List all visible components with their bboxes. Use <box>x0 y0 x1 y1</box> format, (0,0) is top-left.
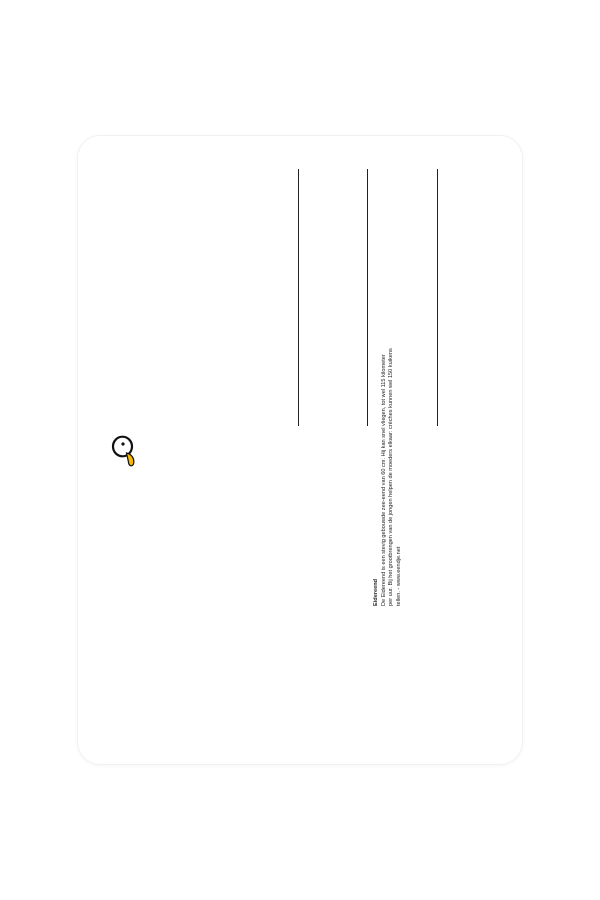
caption-text: De Eidereend is een stevig gebouwde zee-eend van 60 cm. Hij kan snel vliegen, tot wel 115 kilometer per uur. Bij het grootbrengen van de jongen helpen de moeders elkaar: crèches kunnen wel 150 kuikens tellen. - www.eendje.net <box>380 348 402 606</box>
postcard-back <box>78 136 522 764</box>
species-caption <box>373 346 403 606</box>
caption-title: Eidereend <box>373 578 379 606</box>
address-line <box>437 169 438 426</box>
address-line <box>367 169 368 426</box>
address-line <box>298 169 299 426</box>
duck-head-icon <box>110 433 140 469</box>
